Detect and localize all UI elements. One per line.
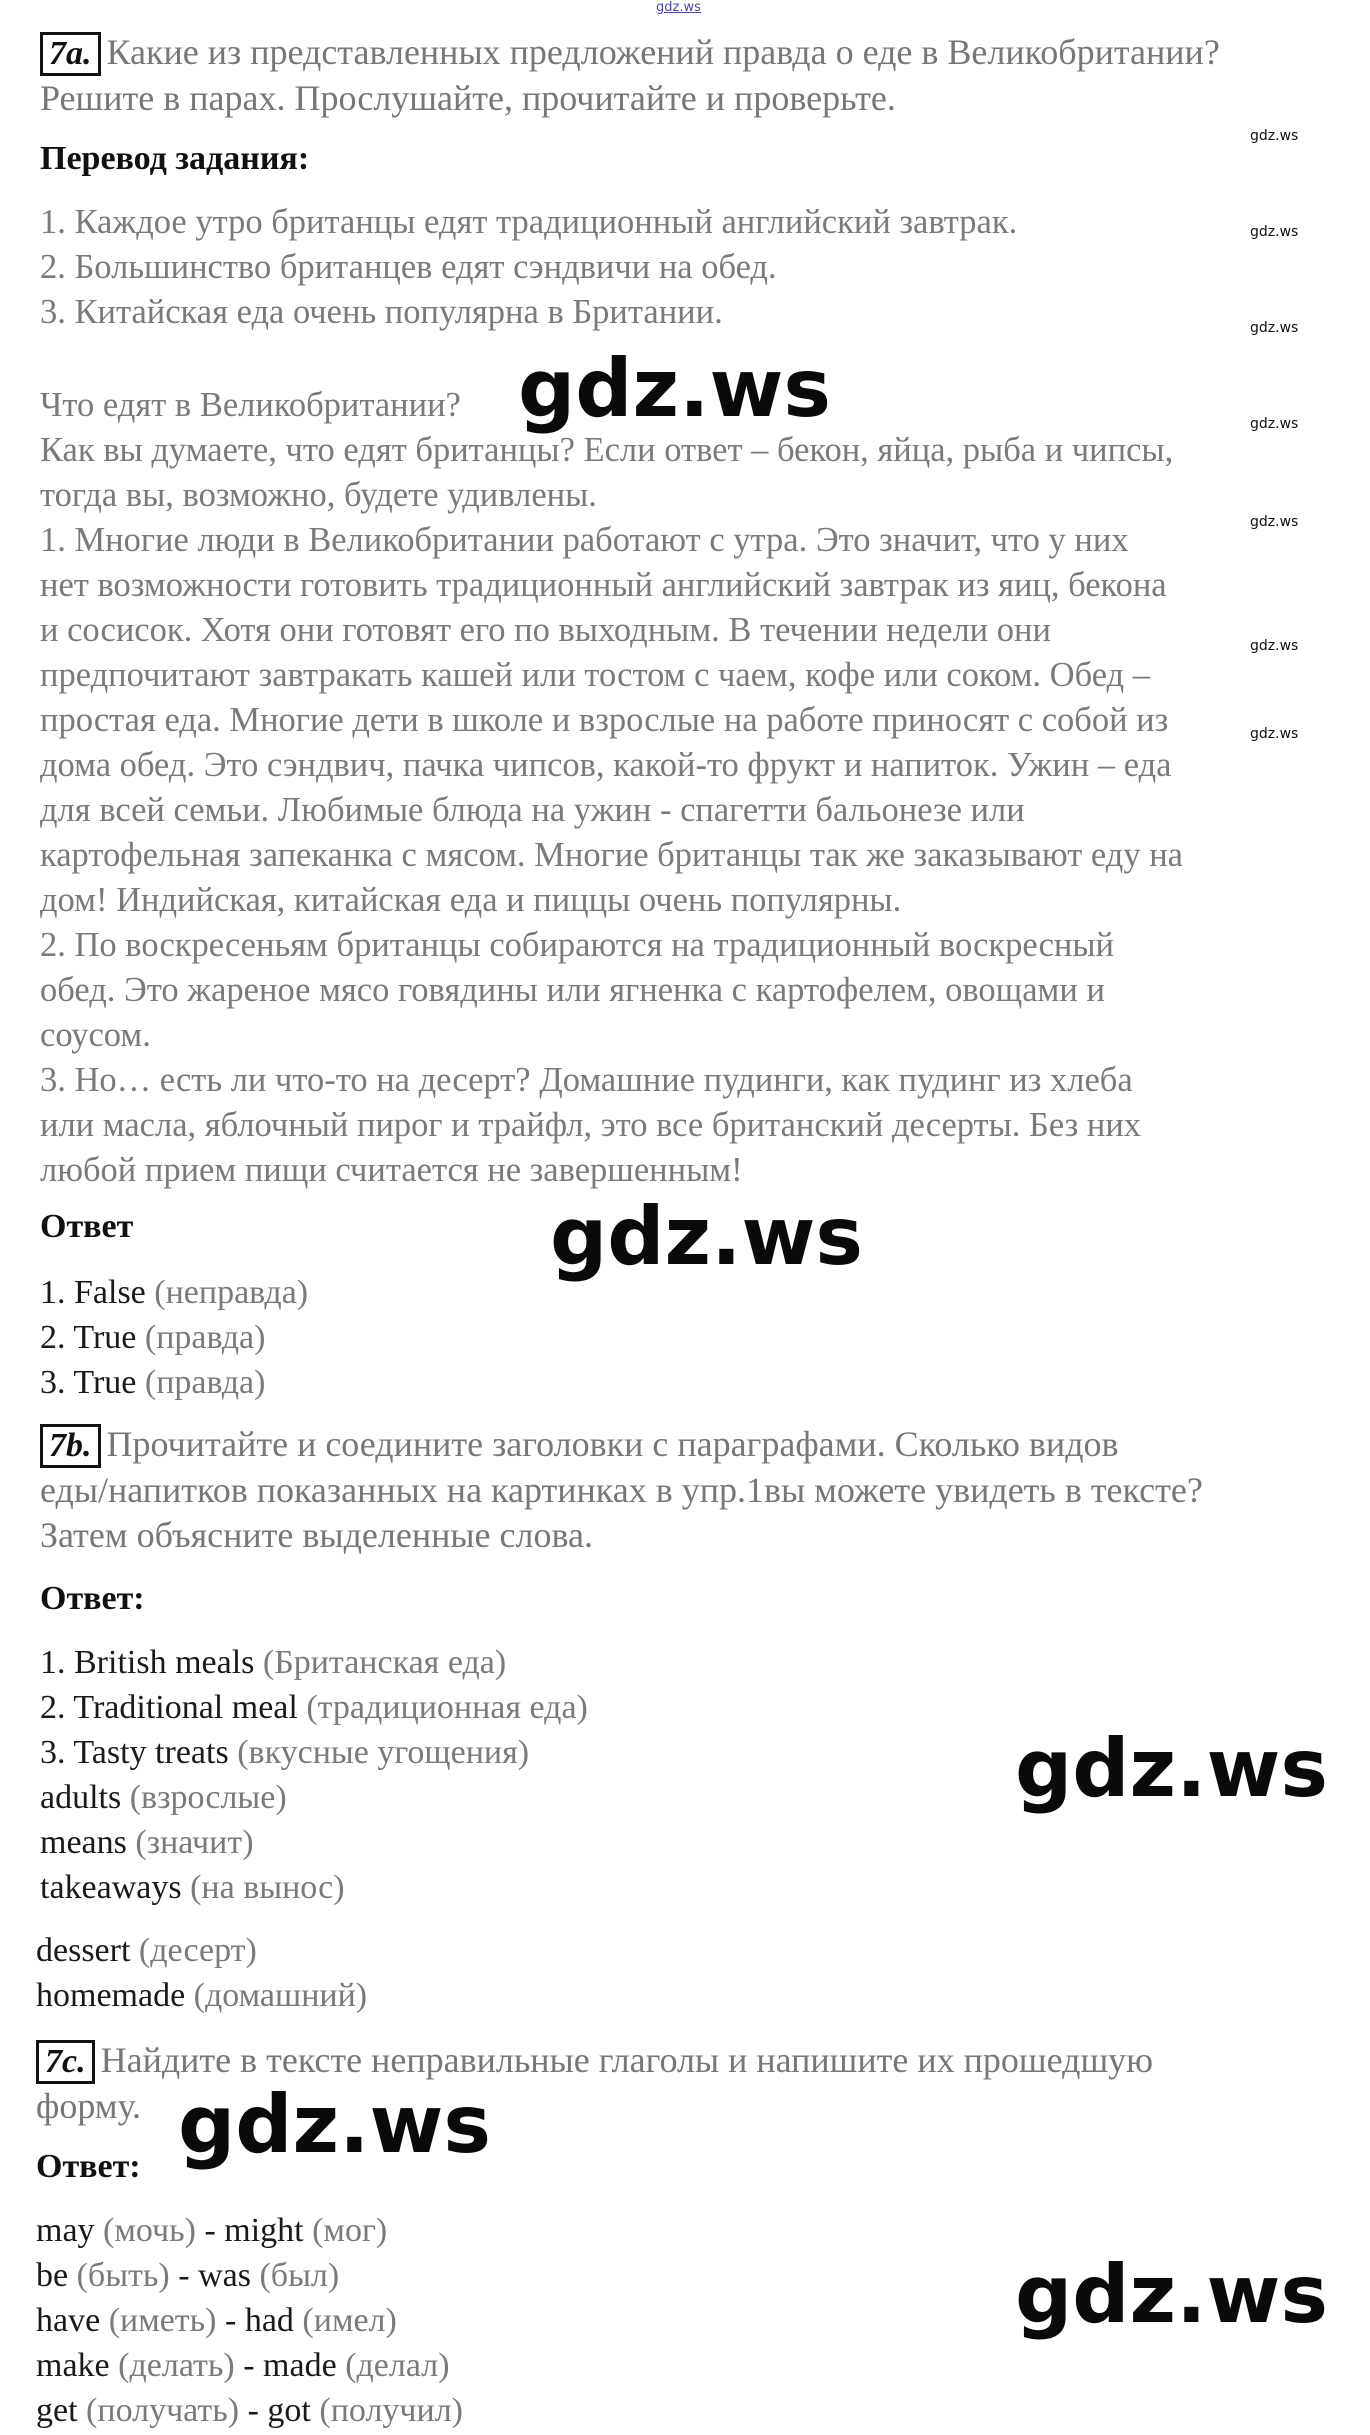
small-watermark: gdz.ws xyxy=(1250,416,1299,432)
answer-item: means (значит) xyxy=(40,1824,254,1861)
text-line: 2. По воскресеньям британцы собираются на традиционный воскресный xyxy=(40,926,1115,964)
task-7b xyxy=(40,1422,1340,1558)
task-7c-badge: 7c. xyxy=(36,2040,95,2084)
answer-item: 2. True (правда) xyxy=(40,1319,266,1356)
text-line: предпочитают завтракать кашей или тостом с чаем, кофе или соком. Обед – xyxy=(40,656,1150,694)
translation-heading: Перевод задания: xyxy=(40,140,310,177)
large-watermark: gdz.ws xyxy=(550,1190,864,1283)
task-7b-answer-heading-block xyxy=(40,1580,1340,1618)
answer-item: 1. British meals (Британская еда) xyxy=(40,1644,507,1681)
text-line: простая еда. Многие дети в школе и взрослые на работе приносят с собой из xyxy=(40,701,1169,739)
small-watermark: gdz.ws xyxy=(1250,224,1299,240)
task-7b-answers-extra xyxy=(36,1928,1336,2018)
text-line: дом! Индийская, китайская еда и пиццы очень популярны. xyxy=(40,881,902,919)
task-7b-instruction-line3: Затем объясните выделенные слова. xyxy=(40,1515,593,1555)
verb-item: make (делать) - made (делал) xyxy=(36,2347,450,2384)
statement-item: 3. Китайская еда очень популярна в Британии. xyxy=(40,293,723,331)
answer-heading: Ответ xyxy=(40,1208,134,1245)
small-watermark: gdz.ws xyxy=(1250,514,1299,530)
answer-item: adults (взрослые) xyxy=(40,1779,287,1816)
task-7b-instruction: 7b. Прочитайте и соедините заголовки с параграфами. Сколько видов xyxy=(40,1422,1340,1468)
answer-item: 1. False (неправда) xyxy=(40,1274,309,1311)
task-7c-instruction: 7c. Найдите в тексте неправильные глаголы и напишите их прошедшую xyxy=(36,2038,1336,2084)
answer-item: 3. True (правда) xyxy=(40,1364,266,1401)
answer-heading: Ответ: xyxy=(40,1580,145,1617)
task-7a-answers xyxy=(40,1270,1340,1405)
verb-item: get (получать) - got (получил) xyxy=(36,2392,463,2429)
answer-item: takeaways (на вынос) xyxy=(40,1869,345,1906)
small-watermark: gdz.ws xyxy=(1250,726,1299,742)
small-watermark: gdz.ws xyxy=(1250,638,1299,654)
text-line: тогда вы, возможно, будете удивлены. xyxy=(40,476,597,514)
answer-item: homemade (домашний) xyxy=(36,1977,368,2014)
answer-item: dessert (десерт) xyxy=(36,1932,257,1969)
text-line: и сосисок. Хотя они готовят его по выходным. В течении недели они xyxy=(40,611,1051,649)
task-7a xyxy=(40,30,1340,121)
task-7c-instruction-line2: форму. xyxy=(36,2086,141,2126)
text-line: Как вы думаете, что едят британцы? Если ответ – бекон, яйца, рыба и чипсы, xyxy=(40,431,1174,469)
small-watermark: gdz.ws xyxy=(1250,128,1299,144)
text-line: любой прием пищи считается не завершенным! xyxy=(40,1151,743,1189)
text-line: обед. Это жареное мясо говядины или ягненка с картофелем, овощами и xyxy=(40,971,1105,1009)
text-line: картофельная запеканка с мясом. Многие британцы так же заказывают еду на xyxy=(40,836,1183,874)
translation-heading-block xyxy=(40,140,1340,178)
text-line: 1. Многие люди в Великобритании работают с утра. Это значит, что у них xyxy=(40,521,1129,559)
large-watermark: gdz.ws xyxy=(518,342,832,435)
answer-heading: Ответ: xyxy=(36,2148,141,2185)
task-7a-instruction-line2: Решите в парах. Прослушайте, прочитайте и проверьте. xyxy=(40,78,896,118)
answer-item: 3. Tasty treats (вкусные угощения) xyxy=(40,1734,530,1771)
task-7a-statements xyxy=(40,200,1340,335)
verb-item: may (мочь) - might (мог) xyxy=(36,2212,388,2249)
verb-item: be (быть) - was (был) xyxy=(36,2257,340,2294)
task-7a-text xyxy=(40,383,1340,1193)
verb-item: have (иметь) - had (имел) xyxy=(36,2302,397,2339)
text-line: для всей семьи. Любимые блюда на ужин - спагетти бальонезе или xyxy=(40,791,1025,829)
top-watermark-link[interactable]: gdz.ws xyxy=(656,0,701,15)
statement-item: 1. Каждое утро британцы едят традиционный английский завтрак. xyxy=(40,203,1018,241)
small-watermark: gdz.ws xyxy=(1250,320,1299,336)
answer-item: 2. Traditional meal (традиционная еда) xyxy=(40,1689,588,1726)
text-line: дома обед. Это сэндвич, пачка чипсов, какой-то фрукт и напиток. Ужин – еда xyxy=(40,746,1172,784)
text-line: или масла, яблочный пирог и трайфл, это все британский десерты. Без них xyxy=(40,1106,1142,1144)
task-7a-badge: 7a. xyxy=(40,32,101,76)
large-watermark: gdz.ws xyxy=(1015,2248,1329,2341)
statement-item: 2. Большинство британцев едят сэндвичи на обед. xyxy=(40,248,777,286)
large-watermark: gdz.ws xyxy=(178,2078,492,2171)
text-line: Что едят в Великобритании? xyxy=(40,386,461,424)
text-line: соусом. xyxy=(40,1016,151,1054)
task-7a-instruction: 7a. Какие из представленных предложений правда о еде в Великобритании? xyxy=(40,30,1340,76)
task-7b-badge: 7b. xyxy=(40,1424,101,1468)
large-watermark: gdz.ws xyxy=(1015,1722,1329,1815)
task-7b-instruction-line2: еды/напитков показанных на картинках в упр.1вы можете увидеть в тексте? xyxy=(40,1470,1203,1510)
text-line: 3. Но… есть ли что-то на десерт? Домашние пудинги, как пудинг из хлеба xyxy=(40,1061,1133,1099)
text-line: нет возможности готовить традиционный английский завтрак из яиц, бекона xyxy=(40,566,1167,604)
